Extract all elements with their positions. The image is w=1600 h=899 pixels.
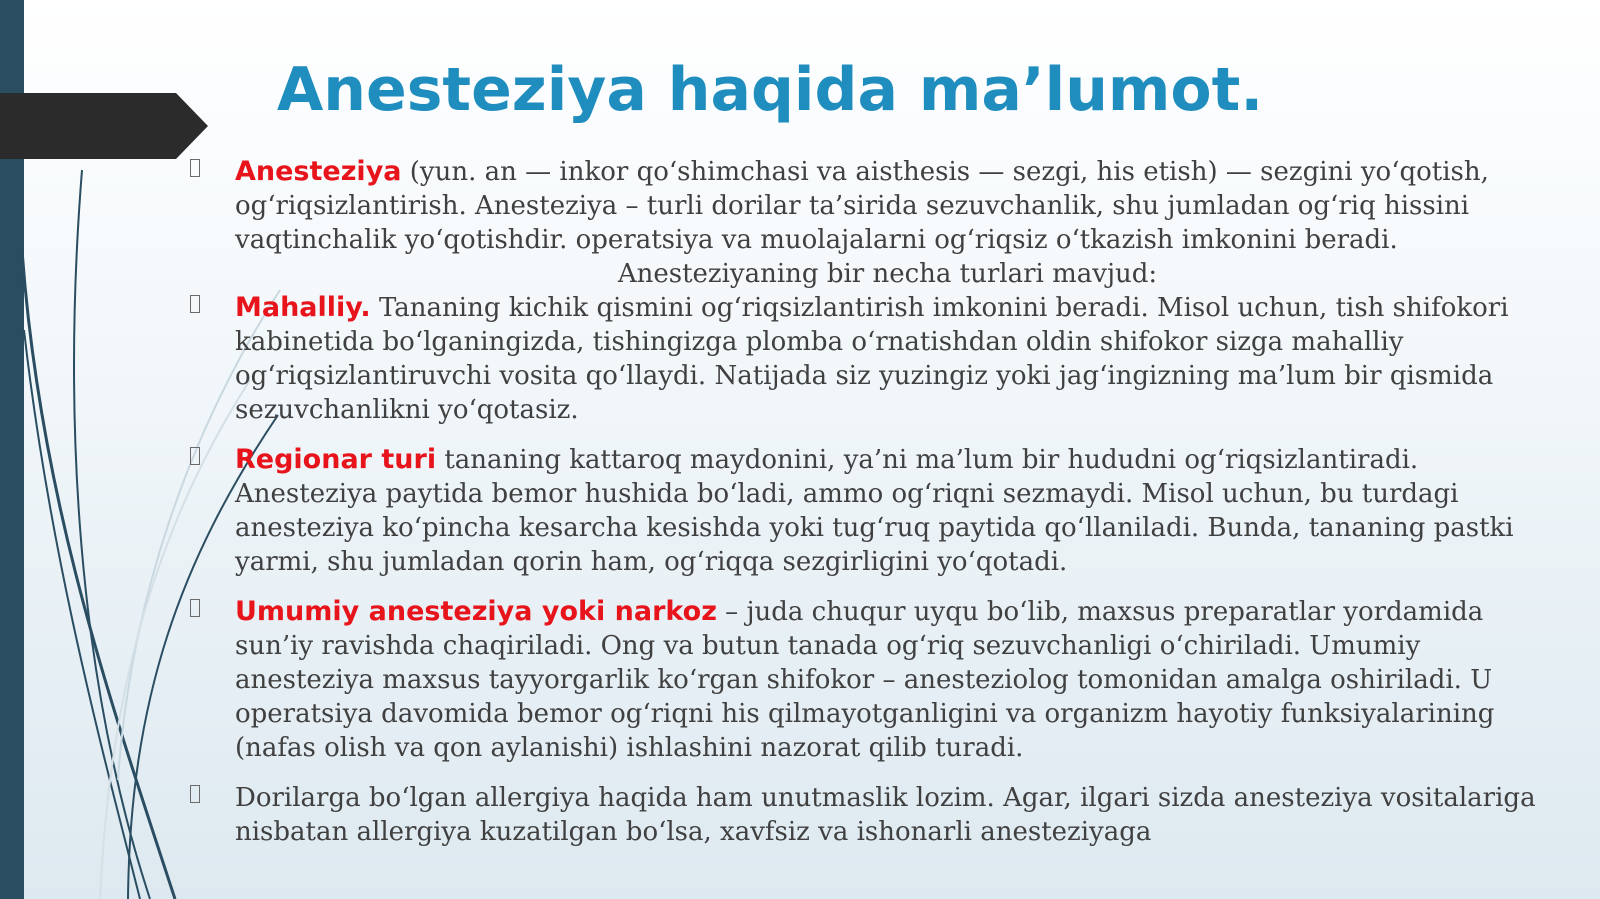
paragraph-text: (yun. an — inkor qo‘shimchasi va aisthesis — sezgi, his etish) — sezgini yo‘qotish, og‘riqsizlantirish. Anesteziya – turli dorilar ta’sirida sezuvchanlik, shu jumladan og‘riq hissini vaqtinchalik yo‘qotishdir. operatsiya va muolajalarni og‘riqsiz o‘tkazish imkonini beradi. <box>235 157 1489 255</box>
paragraph-mahalliy <box>190 291 1540 427</box>
paragraph-text: tananing kattaroq maydonini, ya’ni ma’lum bir hududni og‘riqsizlantiradi. Anesteziya paytida bemor hushida bo‘ladi, ammo og‘riqni sezmaydi. Misol uchun, bu turdagi anesteziya ko‘pincha kesarcha kesishda yoki tug‘ruq paytida qo‘llaniladi. Bunda, tananing pastki yarmi, shu jumladan qorin ham, og‘riqqa sezgirligini yo‘qotadi. <box>235 445 1514 577</box>
term-anesteziya: Anesteziya <box>235 156 402 187</box>
term-umumiy: Umumiy anesteziya yoki narkoz <box>235 596 717 627</box>
bullet-icon <box>190 447 200 465</box>
paragraph-regionar <box>190 443 1540 579</box>
paragraph-anesteziya <box>190 155 1540 257</box>
paragraph-allergiya <box>190 781 1540 849</box>
slide-content <box>190 155 1540 849</box>
term-regionar: Regionar turi <box>235 444 437 475</box>
paragraph-text: – juda chuqur uyqu bo‘lib, maxsus preparatlar yordamida sun’iy ravishda chaqiriladi. Ong va butun tanada og‘riq sezuvchanligi o‘chiriladi. Umumiy anesteziya maxsus tayyorgarlik ko‘rgan shifokor – anesteziolog tomonidan amalga oshiriladi. U operatsiya davomida bemor og‘riqni his qilmayotganligini va organizm hayotiy funksiyalarining (nafas olish va qon aylanishi) ishlashini nazorat qilib turadi. <box>235 597 1495 763</box>
term-mahalliy: Mahalliy. <box>235 292 371 323</box>
slide-title: Anesteziya haqida ma’lumot. <box>276 55 1264 125</box>
bullet-icon <box>190 295 200 313</box>
section-subheading: Anesteziyaning bir necha turlari mavjud: <box>617 259 1158 289</box>
bullet-icon <box>190 785 200 803</box>
paragraph-umumiy <box>190 595 1540 765</box>
paragraph-text: Tananing kichik qismini og‘riqsizlantirish imkonini beradi. Misol uchun, tish shifokori kabinetida bo‘lganingizda, tishingizga plomba o‘rnatishdan oldin shifokor sizga mahalliy og‘riqsizlantiruvchi vosita qo‘llaydi. Natijada siz yuzingiz yoki jag‘ingizning ma’lum bir qismida sezuvchanlikni yo‘qotasiz. <box>235 293 1509 425</box>
bullet-icon <box>190 159 200 177</box>
bullet-icon <box>190 599 200 617</box>
paragraph-text: Dorilarga bo‘lgan allergiya haqida ham unutmaslik lozim. Agar, ilgari sizda anesteziya vositalariga nisbatan allergiya kuzatilgan bo‘lsa, xavfsiz va ishonarli anesteziyaga <box>235 783 1536 847</box>
